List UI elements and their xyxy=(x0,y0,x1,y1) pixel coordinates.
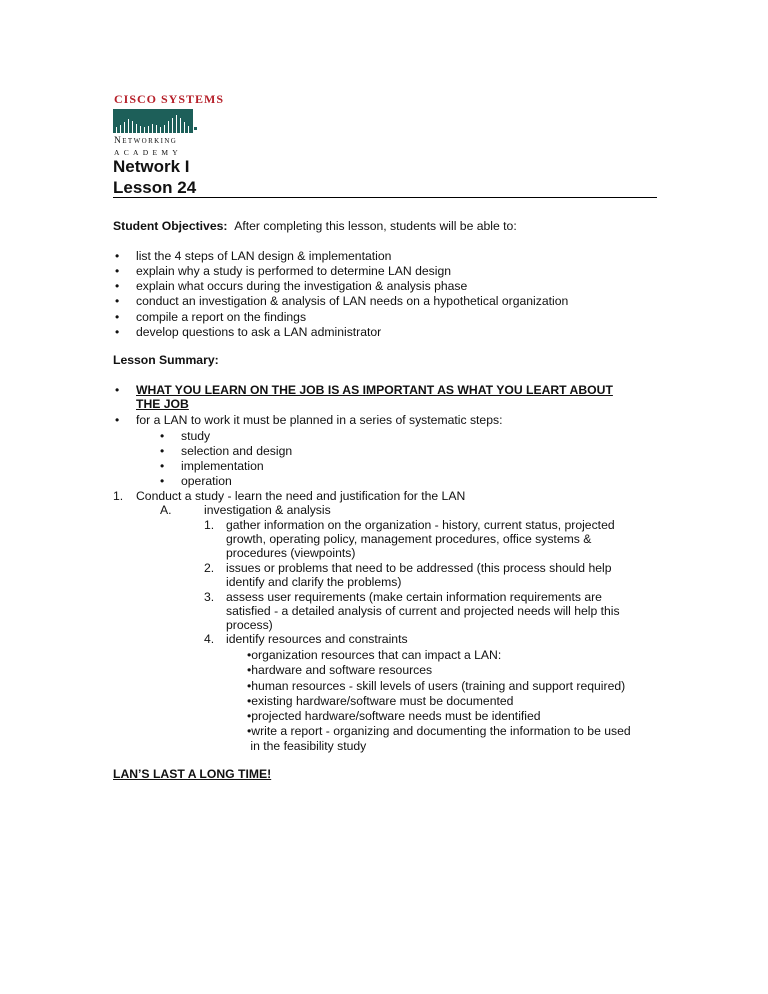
list-item: conduct an investigation & analysis of LAN needs on a hypothetical organization xyxy=(136,294,569,308)
header-divider xyxy=(113,197,657,198)
cisco-bridge-logo-icon xyxy=(113,109,193,133)
list-item: •hardware and software resources xyxy=(247,663,433,677)
summary-key-point-cont: THE JOB xyxy=(136,397,189,411)
list-item: selection and design xyxy=(181,444,293,458)
objectives-heading xyxy=(113,219,517,234)
list-number: 2. xyxy=(204,561,215,575)
list-item: identify resources and constraints xyxy=(226,632,408,646)
list-item: list the 4 steps of LAN design & implementation xyxy=(136,249,392,263)
list-number: 4. xyxy=(204,632,215,646)
list-item: •projected hardware/software needs must be identified xyxy=(247,709,541,723)
list-item-cont: identify and clarify the problems) xyxy=(226,575,402,589)
list-item: explain what occurs during the investigation & analysis phase xyxy=(136,279,468,293)
page-title: Network I xyxy=(113,157,190,176)
logo-networking-text: Networking xyxy=(114,136,178,146)
logo-academy-text: ACADEMY xyxy=(114,148,183,157)
list-item: •human resources - skill levels of users (training and support required) xyxy=(247,679,626,693)
list-item-cont: satisfied - a detailed analysis of current and projected needs will help this xyxy=(226,604,620,618)
list-number: 3. xyxy=(204,590,215,604)
list-item: •write a report - organizing and documenting the information to be used xyxy=(247,724,631,738)
list-item: •organization resources that can impact a LAN: xyxy=(247,648,502,662)
closing-note: LAN’S LAST A LONG TIME! xyxy=(113,767,272,781)
list-item: compile a report on the findings xyxy=(136,310,307,324)
numbered-heading: Conduct a study - learn the need and justification for the LAN xyxy=(136,489,466,503)
summary-heading: Lesson Summary: xyxy=(113,353,219,367)
objectives-label: Student Objectives: xyxy=(113,219,228,233)
list-item-cont: in the feasibility study xyxy=(247,739,367,753)
sub-heading: investigation & analysis xyxy=(204,503,331,517)
list-number: 1. xyxy=(204,518,215,532)
sub-letter: A. xyxy=(160,503,172,517)
summary-key-point: WHAT YOU LEARN ON THE JOB IS AS IMPORTANT AS WHAT YOU LEART ABOUT xyxy=(136,383,613,397)
numbered-marker: 1. xyxy=(113,489,124,503)
list-item: operation xyxy=(181,474,232,488)
logo-brand-text: CISCO SYSTEMS xyxy=(114,92,225,106)
list-item: gather information on the organization - history, current status, projected xyxy=(226,518,615,532)
list-item-cont: growth, operating policy, management procedures, office systems & xyxy=(226,532,592,546)
list-item: implementation xyxy=(181,459,264,473)
list-item: study xyxy=(181,429,211,443)
list-item: assess user requirements (make certain information requirements are xyxy=(226,590,602,604)
list-item: develop questions to ask a LAN administrator xyxy=(136,325,382,339)
list-item: issues or problems that need to be addressed (this process should help xyxy=(226,561,612,575)
list-item-cont: procedures (viewpoints) xyxy=(226,546,356,560)
list-item: explain why a study is performed to determine LAN design xyxy=(136,264,452,278)
objectives-intro: After completing this lesson, students will be able to: xyxy=(234,219,517,233)
logo-dot xyxy=(194,127,197,130)
list-item: •existing hardware/software must be documented xyxy=(247,694,514,708)
page-subtitle: Lesson 24 xyxy=(113,178,197,197)
list-item-cont: process) xyxy=(226,618,273,632)
summary-point: for a LAN to work it must be planned in a series of systematic steps: xyxy=(136,413,503,427)
